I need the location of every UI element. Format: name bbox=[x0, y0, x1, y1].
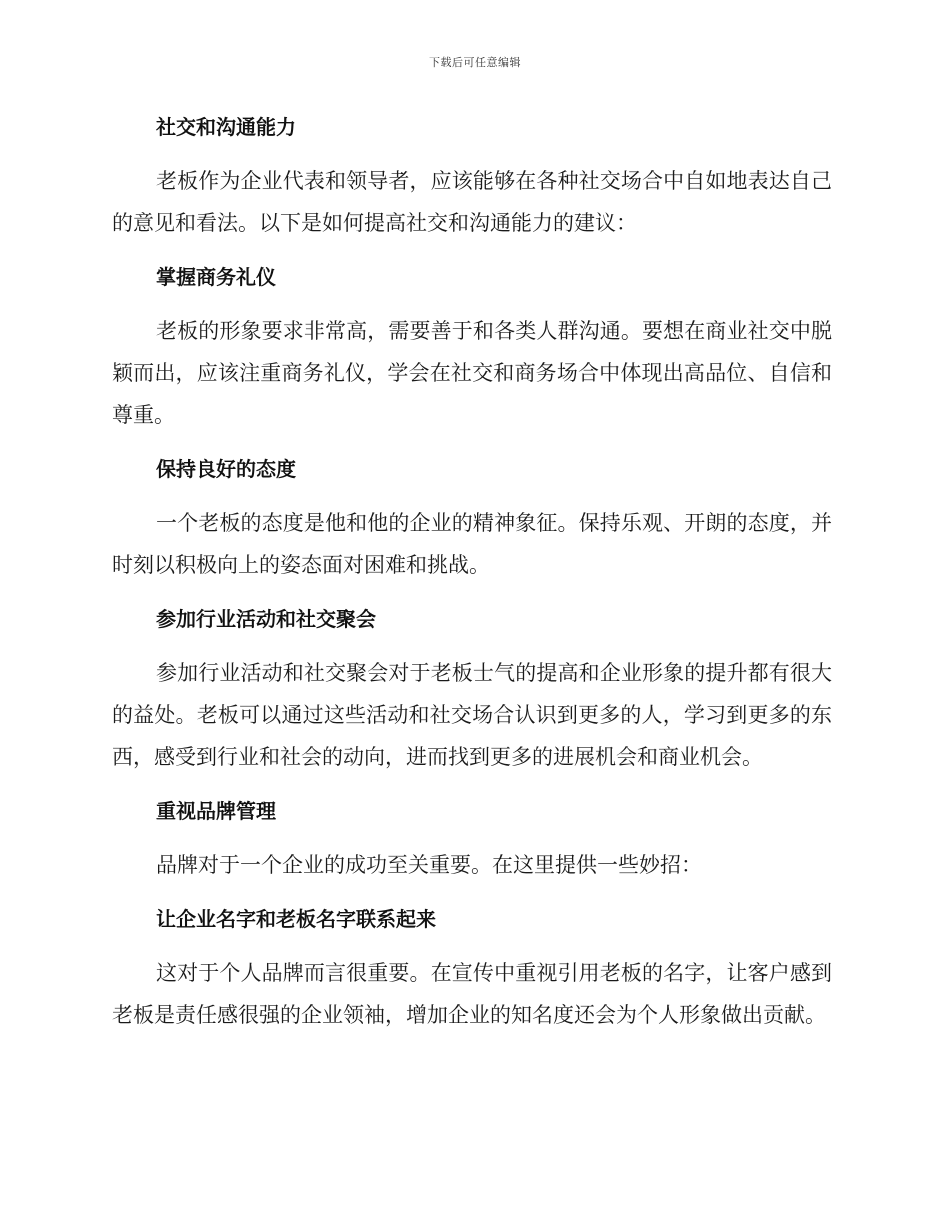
section-paragraph: 老板作为企业代表和领导者，应该能够在各种社交场合中自如地表达自己的意见和看法。以下是如何提高社交和沟通能力的建议： bbox=[112, 169, 832, 235]
section-heading: 重视品牌管理 bbox=[156, 799, 276, 823]
section-paragraph: 参加行业活动和社交聚会对于老板士气的提高和企业形象的提升都有很大的益处。老板可以通过这些活动和社交场合认识到更多的人，学习到更多的东西，感受到行业和社会的动向，进而找到更多的进展机会和商业机会。 bbox=[112, 661, 832, 769]
section-heading: 掌握商务礼仪 bbox=[156, 265, 276, 289]
document-body bbox=[112, 106, 832, 1048]
section-heading: 社交和沟通能力 bbox=[156, 115, 296, 139]
page-header-note: 下载后可任意编辑 bbox=[429, 56, 521, 69]
section-heading: 让企业名字和老板名字联系起来 bbox=[156, 907, 436, 931]
section-paragraph: 老板的形象要求非常高，需要善于和各类人群沟通。要想在商业社交中脱颖而出，应该注重商务礼仪，学会在社交和商务场合中体现出高品位、自信和尊重。 bbox=[112, 319, 832, 427]
section-heading: 保持良好的态度 bbox=[156, 457, 296, 481]
section-paragraph: 一个老板的态度是他和他的企业的精神象征。保持乐观、开朗的态度，并时刻以积极向上的姿态面对困难和挑战。 bbox=[112, 511, 832, 577]
section-paragraph: 这对于个人品牌而言很重要。在宣传中重视引用老板的名字，让客户感到老板是责任感很强的企业领袖，增加企业的知名度还会为个人形象做出贡献。 bbox=[112, 961, 832, 1027]
section-heading: 参加行业活动和社交聚会 bbox=[156, 607, 376, 631]
section-paragraph: 品牌对于一个企业的成功至关重要。在这里提供一些妙招： bbox=[156, 853, 702, 877]
